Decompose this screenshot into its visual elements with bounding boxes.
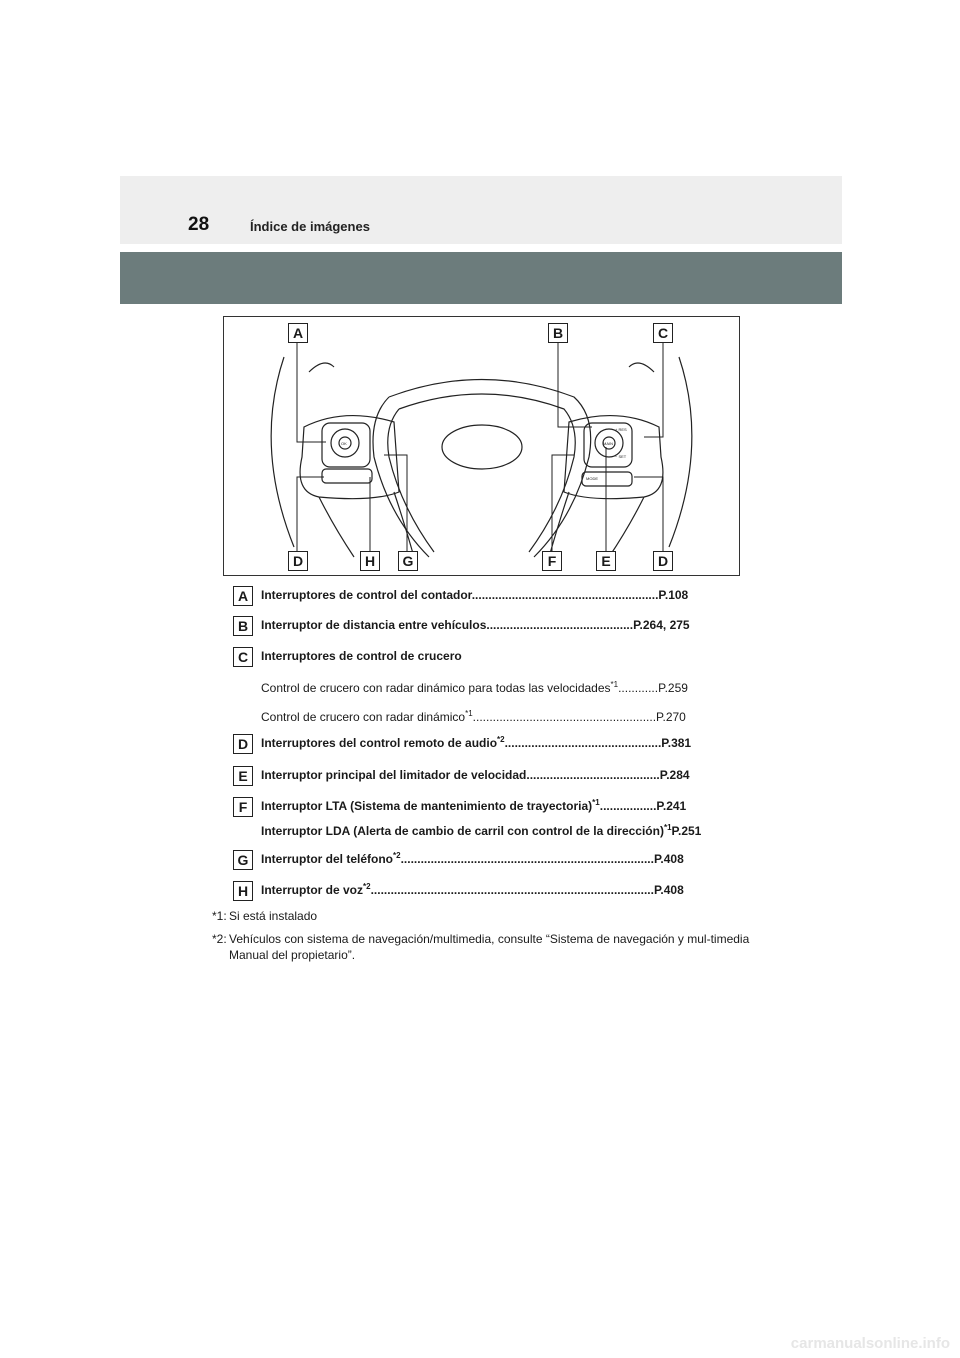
legend-text: Interruptor de distancia entre vehículos [261,618,487,632]
legend-text: Interruptor de voz [261,883,364,897]
svg-text:+ RES: + RES [615,427,627,432]
svg-text:MAIN: MAIN [603,441,613,446]
figure-callout-g: G [398,551,418,571]
figure-callout-h: H [360,551,380,571]
page-reference[interactable]: P.251 [671,824,702,838]
leader-dots: ....................................................... [472,710,657,724]
section-bar [120,252,842,304]
leader-dots: ............................................................................ [400,852,654,866]
leader-dots: ............................................ [486,618,634,632]
header-band [120,176,842,244]
page-reference[interactable]: P.259 [658,681,688,695]
leader-dots: ........................................ [526,768,660,782]
legend-text: Interruptor del teléfono [261,852,393,866]
legend-letter: H [233,881,253,901]
legend-letter: A [233,586,253,606]
figure-callout-d-left: D [288,551,308,571]
leader-dots: ............ [618,681,659,695]
steering-wheel-figure [223,316,740,576]
svg-text:MODE: MODE [586,476,598,481]
footnote-mark: *2 [363,882,371,891]
legend-text: Interruptor principal del limitador de velocidad [261,768,527,782]
legend-letter: B [233,616,253,636]
footnote-mark: *1 [465,709,473,718]
leader-dots: ............................................... [504,736,662,750]
watermark: carmanualsonline.info [790,1335,950,1352]
legend-letter: C [233,647,253,667]
figure-callout-e: E [596,551,616,571]
leader-dots: ........................................................ [471,588,659,602]
footnote-mark: *2: [212,932,227,946]
page-reference[interactable]: P.264, 275 [633,618,690,632]
page-reference[interactable]: P.284 [659,768,690,782]
footnote-mark: *2 [393,851,401,860]
legend-text: Interruptores de control de crucero [261,649,462,663]
legend-text: Interruptores de control del contador [261,588,472,602]
page-reference[interactable]: P.270 [656,710,686,724]
svg-text:OK: OK [341,441,347,446]
leader-dots: ................. [599,799,657,813]
legend-letter: D [233,734,253,754]
legend-letter: F [233,797,253,817]
legend-subentry-f2 [261,823,701,839]
legend-text: Interruptores del control remoto de audio [261,736,498,750]
page-reference[interactable]: P.408 [653,852,684,866]
legend-letter: G [233,850,253,870]
page-reference[interactable]: P.241 [656,799,687,813]
figure-callout-b: B [548,323,568,343]
footnote-text: Si está instalado [229,909,318,923]
footnote-mark: *1: [212,909,227,923]
footnote-mark: *1 [663,823,672,832]
subentry-text: Control de crucero con radar dinámico [261,710,466,724]
figure-callout-a: A [288,323,308,343]
subentry-text: Control de crucero con radar dinámico para todas las velocidades [261,681,611,695]
legend-subentry-c2 [261,709,686,725]
figure-callout-f: F [542,551,562,571]
steering-wheel-drawing [224,317,739,575]
footnote-mark: *2 [497,735,505,744]
footnote-mark: *1 [592,798,600,807]
svg-text:− SET: − SET [615,454,627,459]
footnote-text: Vehículos con sistema de navegación/multimedia, consulte “Sistema de navegación y mul-timedia Manual del propietario”. [229,932,750,962]
section-title: Índice de imágenes [250,219,370,234]
legend-letter: E [233,766,253,786]
leader-dots: ..................................................................................... [370,883,654,897]
page-reference[interactable]: P.408 [653,883,684,897]
page-reference[interactable]: P.381 [661,736,692,750]
figure-callout-c: C [653,323,673,343]
page-reference[interactable]: P.108 [658,588,689,602]
footnote-mark: *1 [610,680,619,689]
figure-callout-d-right: D [653,551,673,571]
legend-subentry-c1 [261,680,688,696]
page-number: 28 [188,214,210,235]
legend-text: Interruptor LTA (Sistema de mantenimiento de trayectoria) [261,799,593,813]
subentry-text: Interruptor LDA (Alerta de cambio de carril con control de la dirección) [261,824,664,838]
